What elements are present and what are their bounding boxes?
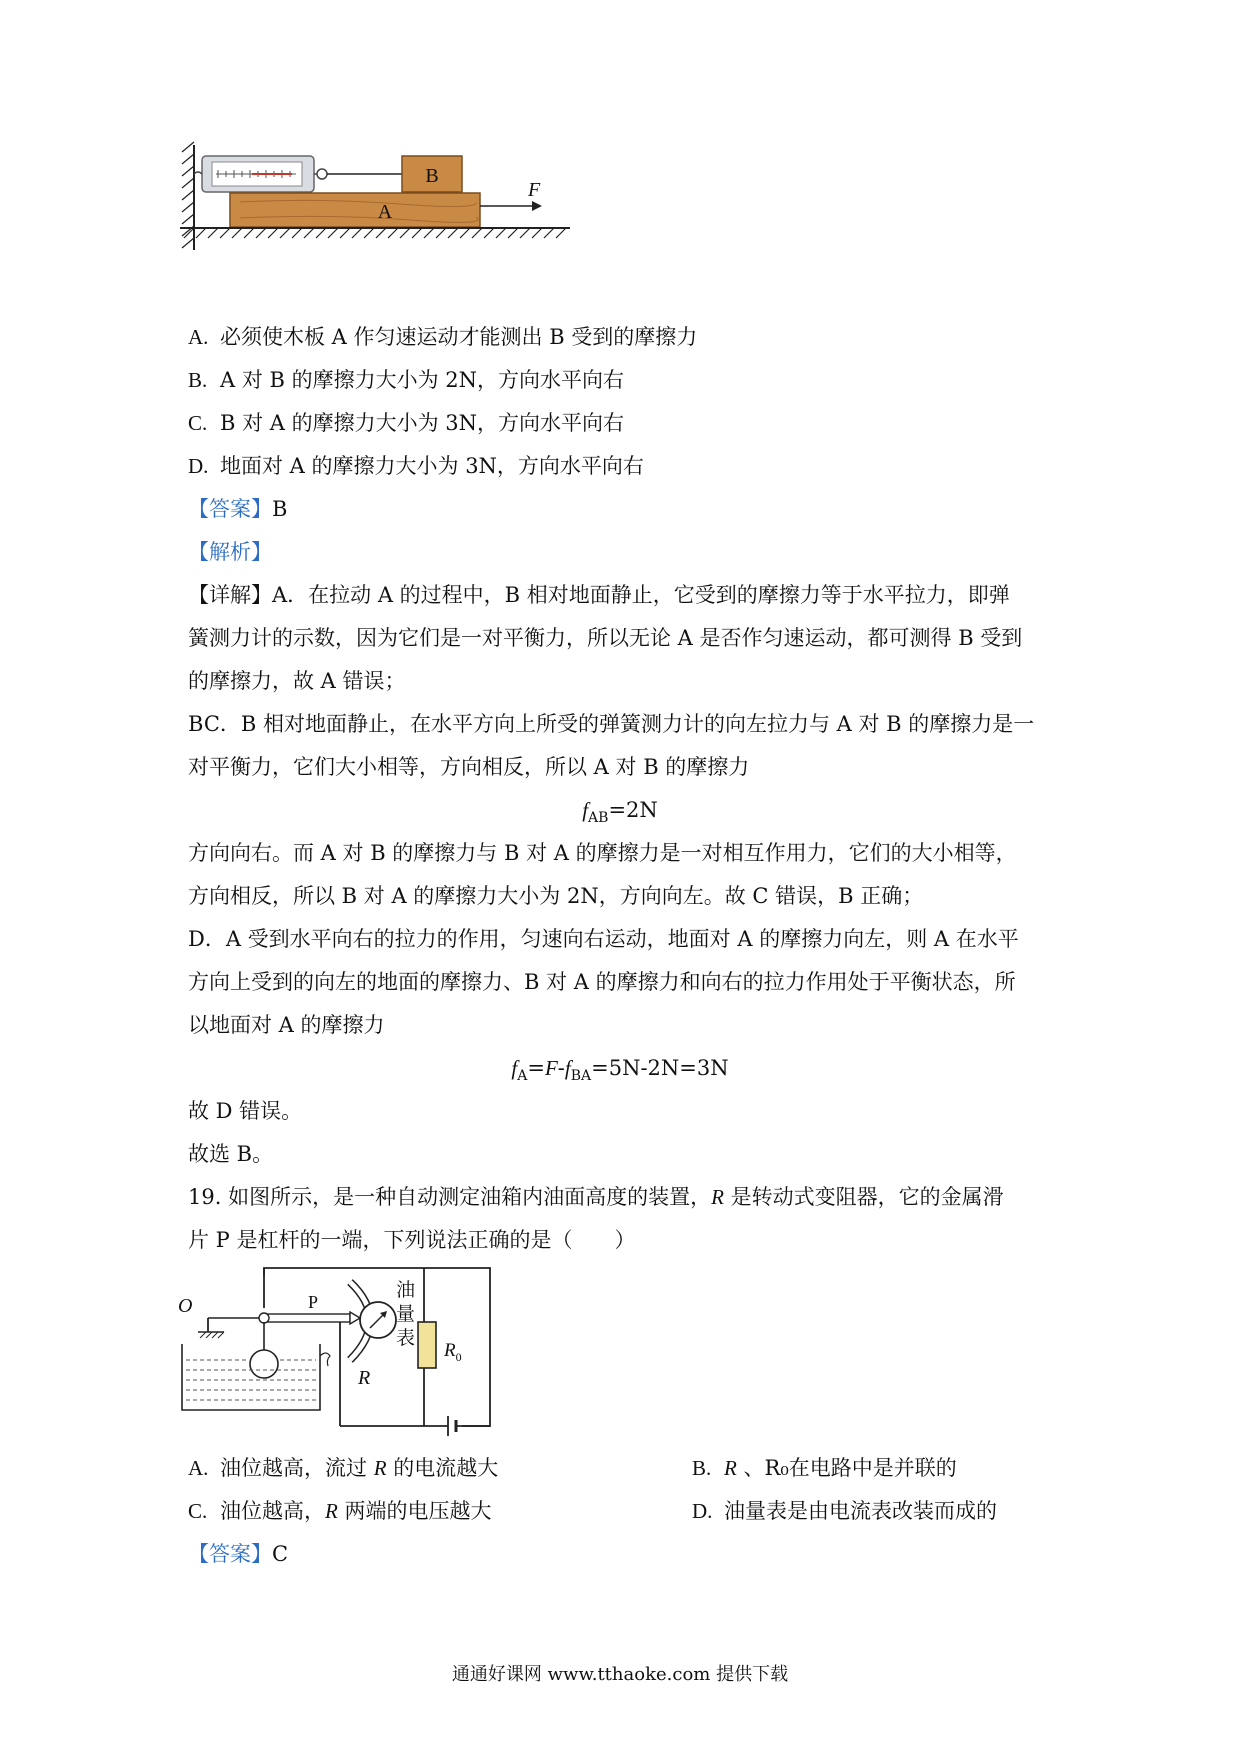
q18-option-a: A. 必须使木板 A 作匀速运动才能测出 B 受到的摩擦力 <box>188 325 698 349</box>
float-ball <box>250 1350 278 1378</box>
q18-detail-line-3: 的摩擦力，故 A 错误； <box>188 669 406 693</box>
q18-option-c: C. B 对 A 的摩擦力大小为 3N，方向水平向右 <box>188 411 625 435</box>
formula-f-ab: $f_{AB}=2N$ <box>582 798 658 827</box>
q18-answer: 【答案】B <box>188 497 288 521</box>
q18-detail-line-8: D．A 受到水平向右的拉力的作用，匀速向右运动，地面对 A 的摩擦力向左，则 A 在水平 <box>188 927 1019 951</box>
r0-label: $R_0$ <box>444 1340 462 1364</box>
page-footer: 通通好课网 www.tthaoke.com 提供下载 <box>451 1664 789 1685</box>
resistor-r-label: R <box>358 1367 371 1389</box>
q18-analysis-heading: 【解析】 <box>188 540 272 564</box>
q18-detail-line-1: 【详解】A．在拉动 A 的过程中，B 相对地面静止，它受到的摩擦力等于水平拉力，即弹 <box>188 583 1010 607</box>
q19-option-b: B. R 、R₀在电路中是并联的 <box>692 1456 957 1480</box>
oil-gauge-circuit-figure <box>178 1260 550 1440</box>
q19-option-d: D. 油量表是由电流表改装而成的 <box>692 1499 997 1523</box>
q18-detail-line-10: 以地面对 A 的摩擦力 <box>188 1013 385 1037</box>
q18-detail-line-9: 方向上受到的向左的地面的摩擦力、B 对 A 的摩擦力和向右的拉力作用处于平衡状态，所 <box>188 970 1016 994</box>
q18-detail-line-7: 方向相反，所以 B 对 A 的摩擦力大小为 2N，方向向左。故 C 错误，B 正确； <box>188 884 924 908</box>
q18-option-d: D. 地面对 A 的摩擦力大小为 3N，方向水平向右 <box>188 454 644 478</box>
block-b-label: B <box>425 165 439 187</box>
q18-detail-line-6: 方向向右。而 A 对 B 的摩擦力与 B 对 A 的摩擦力是一对相互作用力，它们的大小相等， <box>188 841 1017 865</box>
q18-detail-line-2: 簧测力计的示数，因为它们是一对平衡力，所以无论 A 是否作匀速运动，都可测得 B 受到 <box>188 626 1023 650</box>
formula-f-a: $f_A=F-f_{BA}=5N-2N=3N$ <box>511 1056 729 1085</box>
q18-detail-line-4: BC．B 相对地面静止，在水平方向上所受的弹簧测力计的向左拉力与 A 对 B 的摩擦力是一 <box>188 712 1035 736</box>
friction-experiment-figure <box>180 140 620 270</box>
q19-option-a: A. 油位越高，流过 R 的电流越大 <box>188 1456 499 1480</box>
q18-option-b: B. A 对 B 的摩擦力大小为 2N，方向水平向右 <box>188 368 625 392</box>
force-label: F <box>528 179 541 201</box>
meter-label-char-3: 表 <box>396 1327 416 1349</box>
q19-option-c: C. 油位越高，R 两端的电压越大 <box>188 1499 492 1523</box>
q18-detail-line-5: 对平衡力，它们大小相等，方向相反，所以 A 对 B 的摩擦力 <box>188 755 750 779</box>
q19-stem-line-2: 片 P 是杠杆的一端，下列说法正确的是（ ） <box>188 1228 636 1252</box>
q18-conclusion-2: 故选 B。 <box>188 1142 274 1166</box>
block-a-label: A <box>377 201 393 223</box>
fixed-resistor-r0 <box>418 1322 436 1368</box>
q19-answer: 【答案】C <box>188 1542 289 1566</box>
slider-p-label: P <box>308 1292 319 1312</box>
pivot-o-label: O <box>178 1295 193 1317</box>
meter-label-char-1: 油 <box>396 1279 416 1301</box>
meter-label-char-2: 量 <box>396 1303 416 1325</box>
q18-conclusion-1: 故 D 错误。 <box>188 1099 303 1123</box>
q19-stem-line-1: 19. 如图所示，是一种自动测定油箱内油面高度的装置，R 是转动式变阻器，它的金属滑 <box>188 1185 1004 1209</box>
